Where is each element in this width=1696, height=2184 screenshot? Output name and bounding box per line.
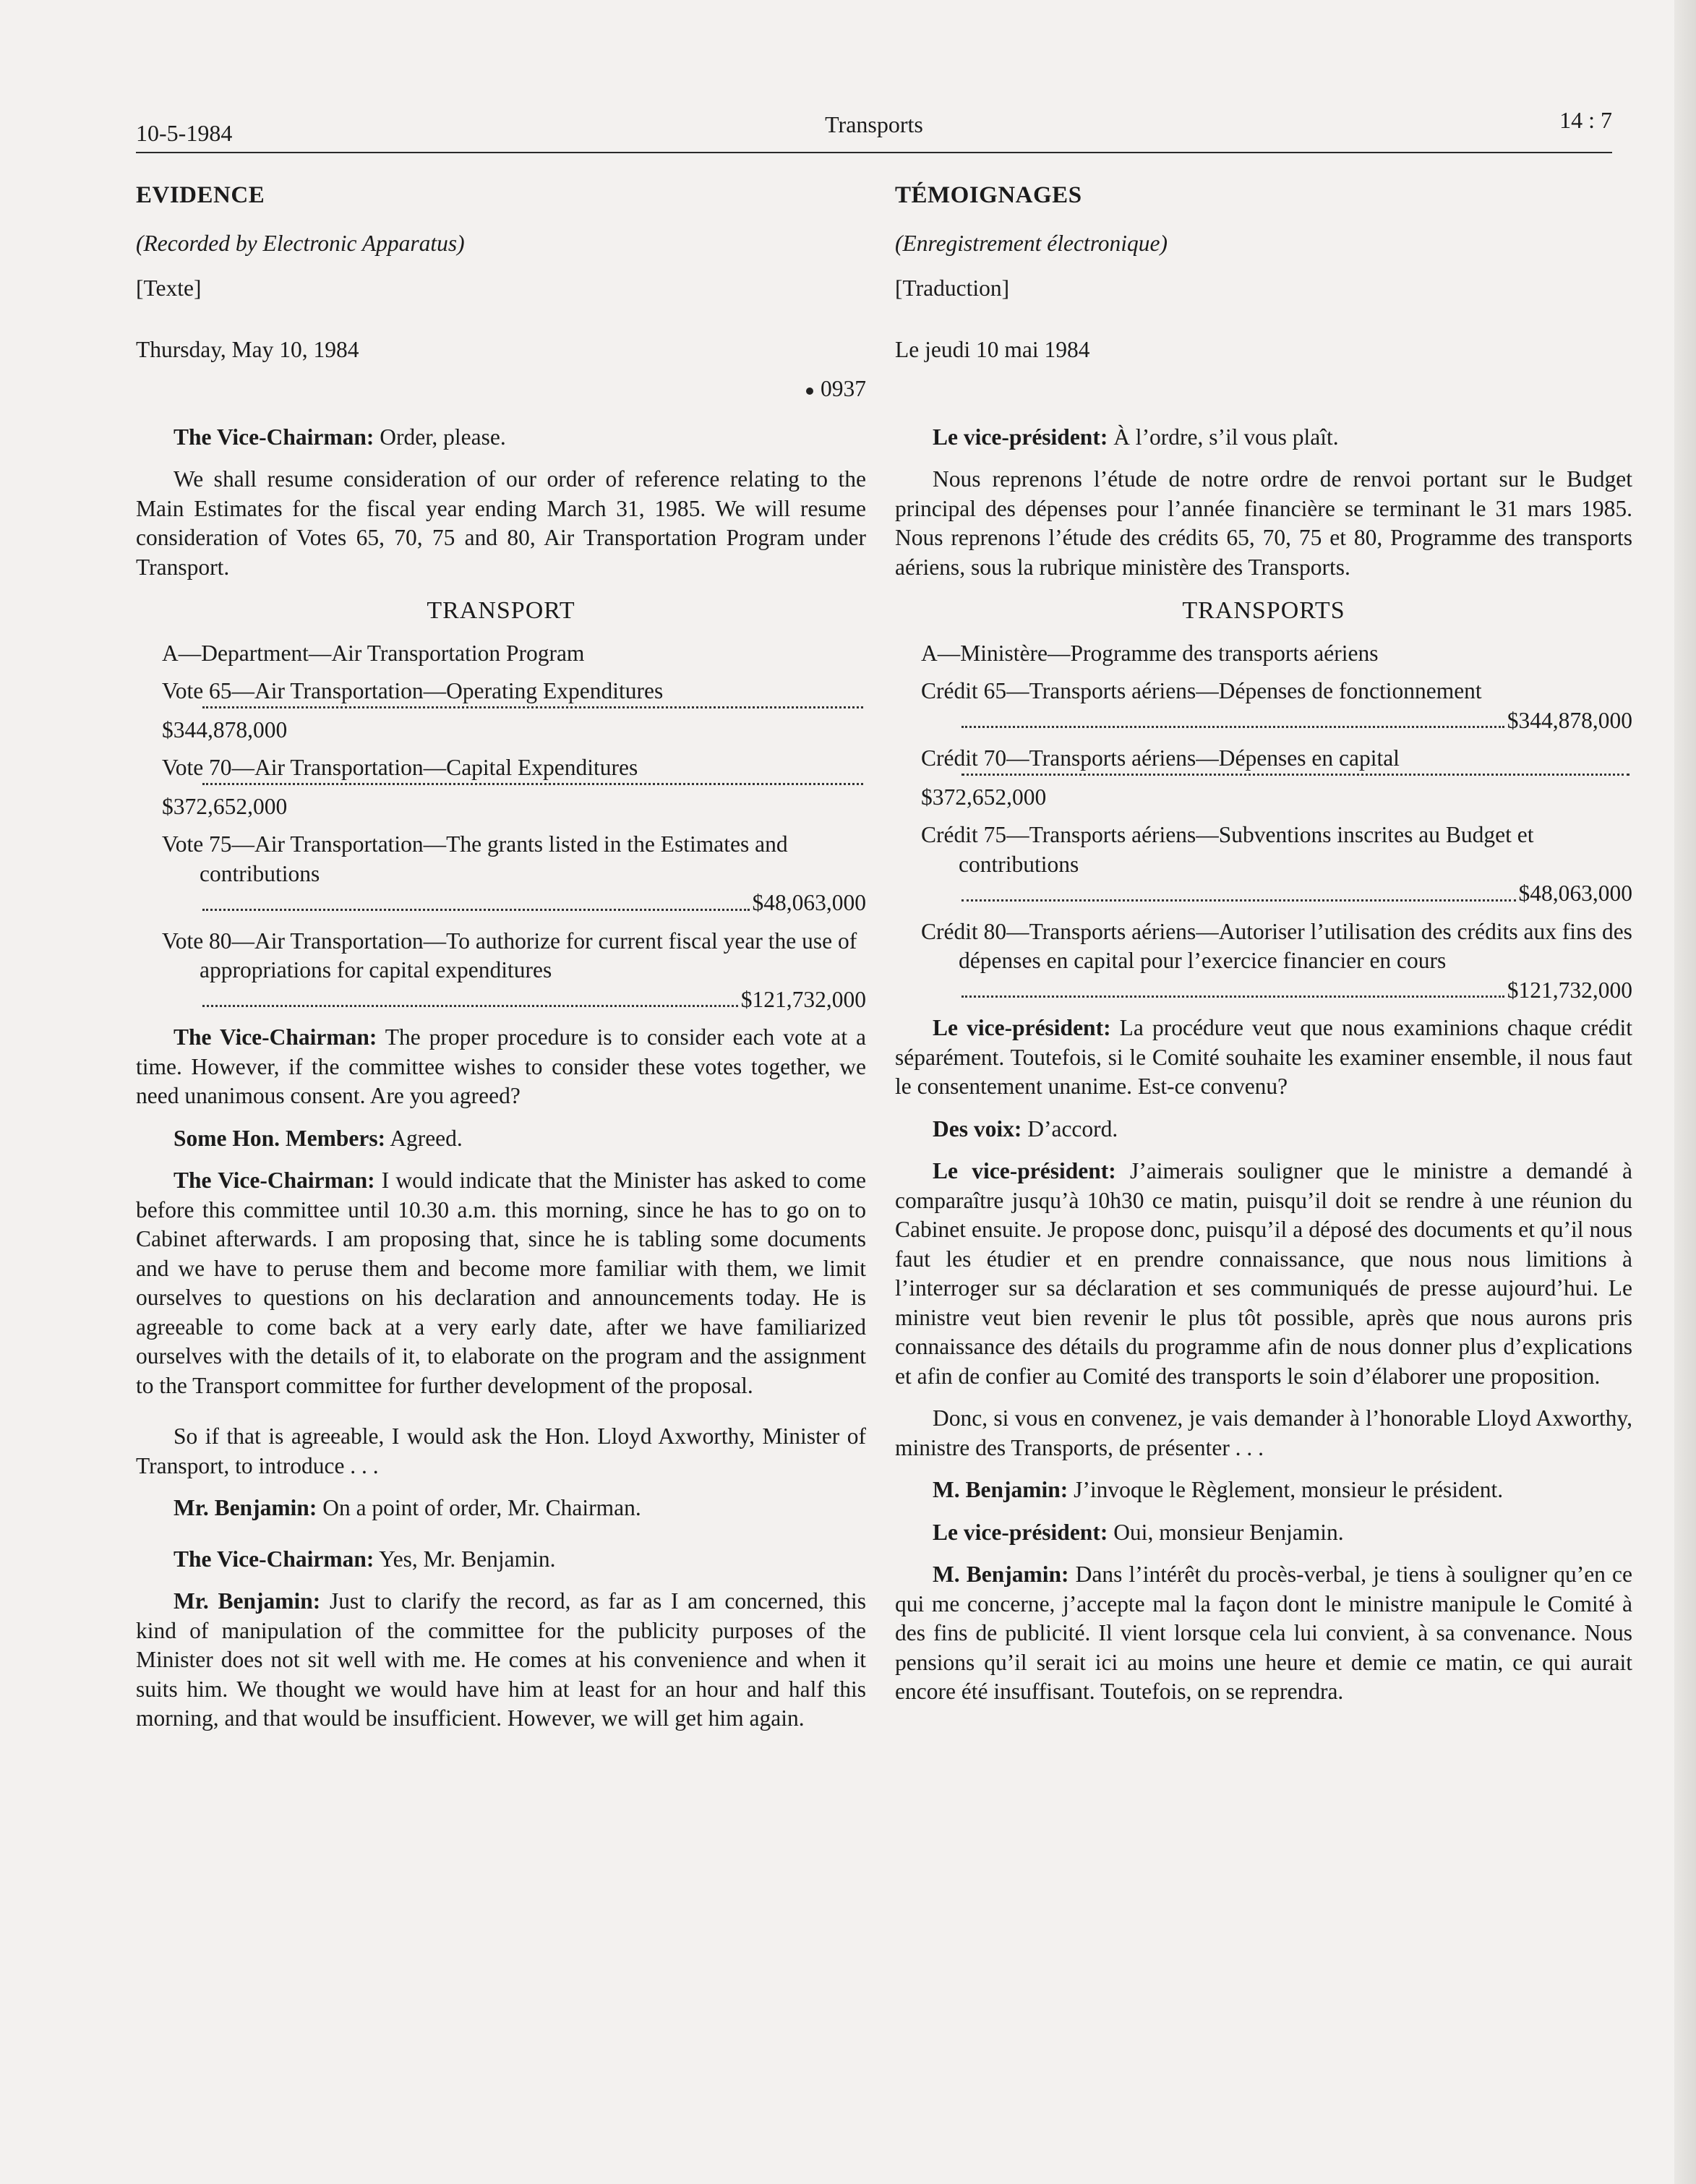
speaker: The Vice-Chairman: [174,1168,375,1193]
paragraph: We shall resume consideration of our order of reference relating to the Main Estimates for the fiscal year ending March 31, 1985. We will resume consideration of Votes 65, 70, 75 and 80, Air Transportation Program under Transport. [136,466,866,580]
paragraph [136,1124,866,1154]
vote-label: Crédit 75—Transports aériens—Subventions inscrites au Budget et contributions [921,822,1534,877]
speaker: The Vice-Chairman: [174,1546,374,1572]
english-column [136,181,866,1747]
department-line: A—Ministère—Programme des transports aériens [921,640,1379,666]
speech: Agreed. [385,1125,463,1151]
speech: J’invoque le Règlement, monsieur le président. [1068,1477,1504,1502]
paragraph [136,1494,866,1523]
leader-dots [959,706,1632,736]
paragraph [895,1014,1632,1102]
speaker: The Vice-Chairman: [174,1024,377,1050]
leader-dots [959,774,1632,783]
vote-item [895,677,1632,735]
paragraph: Nous reprenons l’étude de notre ordre de renvoi portant sur le Budget principal des dépenses pour l’année financière se terminant le 31 mars 1985. Nous reprenons l’étude des crédits 65, 70, 75 et 80, Programme des transports aériens, sous la rubrique ministère des Transports. [895,466,1632,580]
time-value: 0937 [821,376,866,401]
recorded-note: (Recorded by Electronic Apparatus) [136,230,465,256]
time-stamp [136,374,866,404]
recorded-note: (Enregistrement électronique) [895,230,1168,256]
leader-dots [959,976,1632,1006]
header-title: Transports [825,111,923,137]
speech: The proper procedure is to consider each vote at a time. However, if the committee wishes to consider these votes together, we need unanimous consent. Are you agreed? [136,1024,866,1108]
paragraph [895,1115,1632,1144]
vote-label: Crédit 70—Transports aériens—Dépenses en capital [921,745,1400,771]
speaker: Le vice-président: [933,1519,1108,1545]
section-title: TRANSPORT [427,597,575,624]
vote-amount: $344,878,000 [1507,707,1632,733]
bullet-icon [806,387,813,395]
leader-dots [200,888,866,918]
speaker: Some Hon. Members: [174,1125,386,1151]
vote-amount: $372,652,000 [162,793,288,819]
vote-item [136,753,866,821]
speaker: M. Benjamin: [933,1477,1068,1502]
vote-label: Vote 80—Air Transportation—To authorize for current fiscal year the use of appropriations for capital expenditures [162,928,857,982]
speech: Oui, monsieur Benjamin. [1108,1519,1344,1545]
speech: Dans l’intérêt du procès-verbal, je tiens à souligner qu’en ce qui me concerne, j’accepte mal la façon dont le ministre manipule le Comité à des fins de publicité. Il vient lorsque cela lui convient, à sa convenance. Nous pensions qu’il serait ici au moins une heure et demie ce matin, ce qui aurait encore été insuffisant. Toutefois, on se reprendra. [895,1562,1633,1704]
speech: On a point of order, Mr. Chairman. [317,1495,641,1520]
speaker: Mr. Benjamin: [174,1588,321,1614]
speech: Order, please. [374,424,506,450]
page-header [136,107,1612,147]
language-note: [Texte] [136,275,202,301]
vote-label: Vote 70—Air Transportation—Capital Expenditures [162,755,638,780]
header-page-number: 14 : 7 [1559,107,1612,133]
vote-item [136,927,866,1015]
paragraph: Donc, si vous en convenez, je vais demander à l’honorable Lloyd Axworthy, ministre des Transports, de présenter . . . [895,1405,1632,1460]
language-note: [Traduction] [895,275,1010,301]
speaker: The Vice-Chairman: [174,424,374,450]
paragraph [136,1545,866,1575]
paragraph [895,1560,1632,1707]
department-line: A—Department—Air Transportation Program [162,640,585,666]
speaker: M. Benjamin: [933,1562,1069,1587]
vote-item [895,917,1632,1006]
speech: À l’ordre, s’il vous plaît. [1108,424,1339,450]
paragraph [136,423,866,453]
section-title: TRANSPORTS [1182,597,1345,624]
vote-item [895,744,1632,812]
vote-amount: $372,652,000 [921,784,1047,810]
leader-dots [959,879,1632,909]
speaker: Le vice-président: [933,424,1108,450]
paragraph [895,423,1632,453]
paragraph [895,1518,1632,1548]
vote-amount: $48,063,000 [1518,881,1632,906]
leader-dots [200,985,866,1015]
paragraph [136,1587,866,1734]
vote-item [136,677,866,745]
header-date: 10-5-1984 [136,120,233,146]
vote-amount: $121,732,000 [1507,977,1632,1003]
vote-label: Crédit 65—Transports aériens—Dépenses de fonctionnement [921,678,1482,703]
evidence-heading: EVIDENCE [136,182,265,208]
vote-item [136,830,866,918]
leader-dots [200,706,866,716]
speaker: Mr. Benjamin: [174,1495,317,1520]
speech: La procédure veut que nous examinions chaque crédit séparément. Toutefois, si le Comité souhaite les examiner ensemble, il nous faut le consentement unanime. Est-ce convenu? [895,1015,1633,1099]
speech: I would indicate that the Minister has asked to come before this committee until 10.30 a.m. this morning, since he has to go on to Cabinet afterwards. I am proposing that, since he is tabling some documents and we have to peruse them and become more familiar with them, we limit ourselves to questions on his declaration and announcements today. He is agreeable to come back at a very early date, after we have familiarized ourselves with the details of it, to elaborate on the program and the assignment to the Transport committee for further development of the proposal. [136,1168,867,1398]
vote-label: Crédit 80—Transports aériens—Autoriser l’utilisation des crédits aux fins des dépenses en capital pour l’exercice financier en cours [921,918,1632,973]
leader-dots [200,783,866,792]
vote-amount: $121,732,000 [740,986,866,1012]
temoignages-heading: TÉMOIGNAGES [895,182,1082,208]
sitting-date: Le jeudi 10 mai 1984 [895,336,1090,362]
paragraph [895,1476,1632,1505]
vote-item [895,821,1632,909]
vote-label: Vote 75—Air Transportation—The grants listed in the Estimates and contributions [162,831,788,886]
speaker: Des voix: [933,1115,1022,1142]
speech: D’accord. [1022,1115,1118,1142]
paragraph [895,1157,1632,1391]
header-rule [136,152,1612,153]
time-spacer [895,374,1632,404]
french-column [895,181,1632,1720]
paragraph [136,1023,866,1111]
speech: J’aimerais souligner que le ministre a demandé à comparaître jusqu’à 10h30 ce matin, puisqu’il doit se rendre à une réunion du Cabinet ensuite. Je propose donc, puisqu’il a déposé des documents et qu’il nous faut les étudier et en prendre connaissance, que nous nous limitions à l’interroger sur sa déclaration et ses communiqués de presse aujourd’hui. Le ministre veut bien revenir le plus tôt possible, après que nous aurons pris connaissance des détails du programme afin de nous donner plus d’explications et afin de confier au Comité des transports le soin d’élaborer une proposition. [895,1158,1632,1389]
paragraph [136,1166,866,1400]
speaker: Le vice-président: [933,1158,1116,1183]
page-edge-shadow [1674,0,1696,2184]
vote-label: Vote 65—Air Transportation—Operating Expenditures [162,678,664,703]
speech: Just to clarify the record, as far as I am concerned, this kind of manipulation of the committee for the publicity purposes of the Minister does not sit well with me. He comes at his convenience and when it suits him. We thought we would have him at least for an hour and half this morning, and that would be insufficient. However, we will get him again. [136,1588,866,1731]
speech: Yes, Mr. Benjamin. [374,1546,556,1572]
vote-amount: $344,878,000 [162,716,288,742]
sitting-date: Thursday, May 10, 1984 [136,336,359,362]
paragraph: So if that is agreeable, I would ask the Hon. Lloyd Axworthy, Minister of Transport, to introduce . . . [136,1423,866,1478]
vote-amount: $48,063,000 [752,890,866,915]
speaker: Le vice-président: [933,1015,1111,1040]
